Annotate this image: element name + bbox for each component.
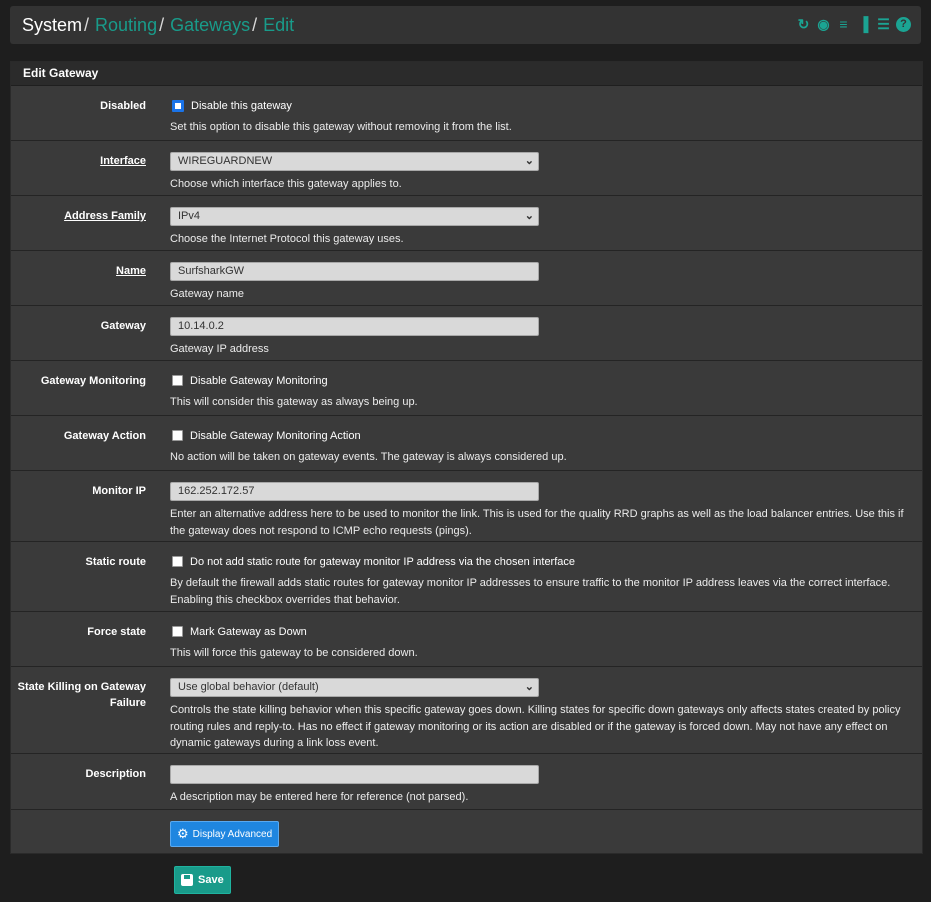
reload-icon[interactable]: ↻ — [797, 16, 810, 32]
label-address-family: Address Family — [64, 210, 146, 222]
label-disabled: Disabled — [100, 100, 146, 112]
row-gateway-monitoring — [11, 361, 922, 416]
label-gateway: Gateway — [100, 320, 146, 332]
label-description: Description — [85, 768, 146, 780]
row-monitor-ip — [11, 471, 922, 542]
save-label: Save — [198, 874, 224, 886]
label-gateway-monitoring: Gateway Monitoring — [40, 375, 146, 387]
row-static-route — [11, 542, 922, 612]
label-static-route: Static route — [85, 556, 146, 568]
panel-title: Edit Gateway — [11, 62, 922, 86]
help-description: A description may be entered here for reference (not parsed). — [170, 791, 469, 803]
gear-icon: ⚙ — [177, 826, 189, 841]
page-header — [10, 6, 921, 44]
row-gateway-action — [11, 416, 922, 471]
interface-select-value: WIREGUARDNEW — [178, 155, 273, 167]
bar-chart-icon[interactable]: ▐ — [858, 16, 869, 32]
display-advanced-button[interactable] — [170, 821, 279, 847]
address-family-select[interactable] — [170, 207, 539, 226]
checkbox-icon[interactable] — [172, 430, 183, 441]
static-route-checkbox[interactable] — [170, 553, 910, 570]
description-input[interactable] — [170, 765, 539, 784]
row-address-family — [11, 196, 922, 251]
breadcrumb-edit[interactable]: Edit — [263, 15, 295, 35]
stop-circle-icon[interactable]: ◉ — [817, 16, 830, 32]
help-address-family: Choose the Internet Protocol this gateway uses. — [170, 233, 404, 245]
save-button[interactable] — [174, 866, 231, 894]
name-input[interactable]: SurfsharkGW — [170, 262, 539, 281]
disable-gateway-label: Disable this gateway — [191, 99, 292, 112]
help-state-killing: Controls the state killing behavior when this specific gateway goes down. Killing states for specific down gateways only affects states created by policy routing rules and reply-to. Has no effect if gateway monitoring or its action are disabled or if the gateway is forced down. May not have any effect on dynamic gateways during a link loss event. — [170, 704, 901, 749]
disable-monitoring-label: Disable Gateway Monitoring — [190, 374, 328, 387]
disable-monitoring-action-checkbox[interactable] — [170, 427, 910, 444]
help-icon[interactable]: ? — [896, 17, 911, 32]
label-name: Name — [116, 265, 146, 277]
breadcrumb-gateways[interactable]: Gateways — [170, 15, 251, 35]
label-gateway-action: Gateway Action — [63, 430, 146, 442]
display-advanced-label: Display Advanced — [192, 828, 273, 840]
disable-monitoring-action-label: Disable Gateway Monitoring Action — [190, 429, 361, 442]
row-name — [11, 251, 922, 306]
edit-gateway-panel — [10, 61, 923, 854]
help-gateway-monitoring: This will consider this gateway as always being up. — [170, 396, 418, 408]
disable-monitoring-checkbox[interactable] — [170, 372, 910, 389]
chevron-down-icon: ⌄ — [524, 155, 534, 167]
header-icons — [796, 17, 911, 32]
chevron-down-icon: ⌄ — [524, 681, 534, 693]
state-killing-select-value: Use global behavior (default) — [178, 681, 319, 693]
row-interface — [11, 141, 922, 196]
mark-down-label: Mark Gateway as Down — [190, 625, 307, 638]
list-icon[interactable]: ☰ — [877, 16, 890, 32]
breadcrumb-routing[interactable]: Routing — [95, 15, 158, 35]
help-static-route: By default the firewall adds static routes for gateway monitor IP addresses to ensure traffic to the monitor IP address leaves via the correct interface. Enabling this checkbox overrides that behavior. — [170, 577, 891, 606]
disable-gateway-checkbox[interactable] — [170, 97, 910, 114]
breadcrumb — [22, 15, 294, 36]
static-route-label: Do not add static route for gateway monitor IP address via the chosen interface — [190, 555, 576, 568]
row-disabled — [11, 86, 922, 141]
save-icon — [181, 874, 193, 886]
mark-down-checkbox[interactable] — [170, 623, 910, 640]
gateway-ip-input[interactable]: 10.14.0.2 — [170, 317, 539, 336]
label-interface: Interface — [100, 155, 146, 167]
checkbox-icon[interactable] — [172, 375, 183, 386]
checkbox-icon[interactable] — [172, 556, 183, 567]
address-family-select-value: IPv4 — [178, 210, 201, 222]
row-advanced — [11, 810, 922, 852]
checkbox-checked-icon[interactable] — [172, 100, 184, 112]
breadcrumb-separator: / — [252, 15, 258, 35]
label-monitor-ip: Monitor IP — [92, 485, 146, 497]
chevron-down-icon: ⌄ — [524, 210, 534, 222]
row-force-state — [11, 612, 922, 667]
help-monitor-ip: Enter an alternative address here to be used to monitor the link. This is used for the quality RRD graphs as well as the load balancer entries. Use this if the gateway does not respond to ICMP echo requests (pings). — [170, 508, 904, 537]
help-interface: Choose which interface this gateway applies to. — [170, 178, 402, 190]
row-gateway — [11, 306, 922, 361]
interface-select[interactable] — [170, 152, 539, 171]
breadcrumb-separator: / — [84, 15, 90, 35]
breadcrumb-separator: / — [159, 15, 165, 35]
label-force-state: Force state — [87, 626, 146, 638]
label-state-killing: State Killing on Gateway Failure — [17, 681, 146, 709]
checkbox-icon[interactable] — [172, 626, 183, 637]
help-force-state: This will force this gateway to be considered down. — [170, 647, 418, 659]
help-name: Gateway name — [170, 288, 244, 300]
row-state-killing — [11, 667, 922, 754]
help-disabled: Set this option to disable this gateway without removing it from the list. — [170, 121, 512, 133]
monitor-ip-input[interactable]: 162.252.172.57 — [170, 482, 539, 501]
sliders-icon[interactable]: ≡ — [839, 16, 848, 32]
breadcrumb-system: System — [22, 15, 83, 35]
state-killing-select[interactable] — [170, 678, 539, 697]
help-gateway: Gateway IP address — [170, 343, 269, 355]
row-description — [11, 754, 922, 810]
help-gateway-action: No action will be taken on gateway events. The gateway is always considered up. — [170, 451, 567, 463]
